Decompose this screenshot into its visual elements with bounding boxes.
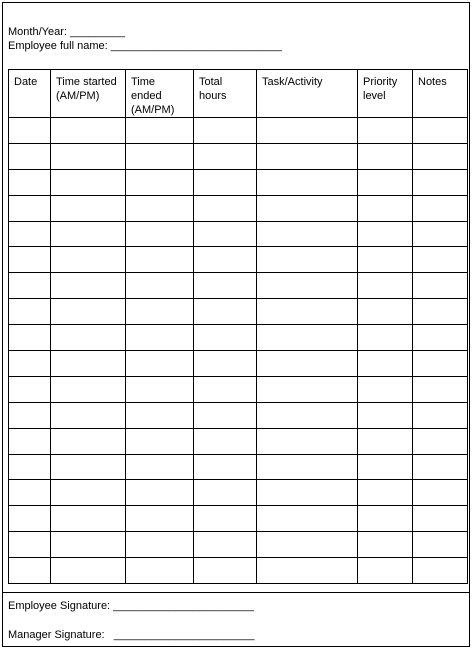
table-cell[interactable] <box>257 558 358 584</box>
table-cell[interactable] <box>358 169 413 195</box>
table-cell[interactable] <box>413 195 468 221</box>
table-cell[interactable] <box>358 506 413 532</box>
table-cell[interactable] <box>194 118 257 144</box>
table-cell[interactable] <box>413 169 468 195</box>
table-cell[interactable] <box>358 221 413 247</box>
table-row <box>9 558 468 584</box>
table-cell[interactable] <box>257 402 358 428</box>
table-cell[interactable] <box>358 532 413 558</box>
table-cell[interactable] <box>9 506 51 532</box>
timesheet-page <box>2 2 470 647</box>
month-year-field[interactable]: Month/Year: _________ <box>8 26 126 38</box>
table-cell[interactable] <box>9 143 51 169</box>
table-cell[interactable] <box>413 376 468 402</box>
table-cell[interactable] <box>358 402 413 428</box>
table-cell[interactable] <box>9 247 51 273</box>
table-cell[interactable] <box>51 480 126 506</box>
table-row <box>9 351 468 377</box>
table-cell[interactable] <box>257 506 358 532</box>
table-cell[interactable] <box>126 454 194 480</box>
table-cell[interactable] <box>257 532 358 558</box>
table-cell[interactable] <box>194 532 257 558</box>
table-cell[interactable] <box>194 506 257 532</box>
table-cell[interactable] <box>413 273 468 299</box>
table-cell[interactable] <box>126 169 194 195</box>
table-cell[interactable] <box>9 480 51 506</box>
table-row <box>9 118 468 144</box>
column-header-total-hours: Total hours <box>194 70 257 118</box>
table-cell[interactable] <box>51 376 126 402</box>
table-cell[interactable] <box>126 195 194 221</box>
table-row <box>9 402 468 428</box>
table-row <box>9 273 468 299</box>
table-cell[interactable] <box>51 195 126 221</box>
table-row <box>9 480 468 506</box>
table-cell[interactable] <box>257 428 358 454</box>
table-cell[interactable] <box>194 169 257 195</box>
table-row <box>9 299 468 325</box>
activity-log-table <box>8 69 468 584</box>
table-cell[interactable] <box>257 143 358 169</box>
footer-divider <box>3 592 469 593</box>
column-header-time-started: Time started (AM/PM) <box>51 70 126 118</box>
table-cell[interactable] <box>413 428 468 454</box>
table-cell[interactable] <box>413 402 468 428</box>
table-cell[interactable] <box>51 325 126 351</box>
table-cell[interactable] <box>51 118 126 144</box>
table-cell[interactable] <box>413 247 468 273</box>
table-cell[interactable] <box>413 325 468 351</box>
table-cell[interactable] <box>9 221 51 247</box>
table-cell[interactable] <box>194 428 257 454</box>
table-cell[interactable] <box>413 221 468 247</box>
table-cell[interactable] <box>257 273 358 299</box>
table-row <box>9 506 468 532</box>
table-cell[interactable] <box>194 558 257 584</box>
table-cell[interactable] <box>413 118 468 144</box>
table-cell[interactable] <box>413 558 468 584</box>
table-cell[interactable] <box>51 558 126 584</box>
table-cell[interactable] <box>194 221 257 247</box>
table-cell[interactable] <box>9 195 51 221</box>
table-cell[interactable] <box>358 558 413 584</box>
table-cell[interactable] <box>413 143 468 169</box>
column-header-date: Date <box>9 70 51 118</box>
table-cell[interactable] <box>194 480 257 506</box>
table-cell[interactable] <box>358 351 413 377</box>
table-row <box>9 532 468 558</box>
table-row <box>9 454 468 480</box>
table-row <box>9 143 468 169</box>
table-cell[interactable] <box>257 169 358 195</box>
table-cell[interactable] <box>257 454 358 480</box>
table-cell[interactable] <box>9 351 51 377</box>
table-cell[interactable] <box>257 325 358 351</box>
table-cell[interactable] <box>51 402 126 428</box>
table-cell[interactable] <box>51 169 126 195</box>
table-cell[interactable] <box>413 506 468 532</box>
table-cell[interactable] <box>358 428 413 454</box>
table-row <box>9 247 468 273</box>
table-cell[interactable] <box>9 454 51 480</box>
table-cell[interactable] <box>126 299 194 325</box>
table-cell[interactable] <box>51 221 126 247</box>
table-cell[interactable] <box>51 143 126 169</box>
table-cell[interactable] <box>358 118 413 144</box>
table-cell[interactable] <box>126 376 194 402</box>
table-cell[interactable] <box>194 351 257 377</box>
table-cell[interactable] <box>9 402 51 428</box>
table-cell[interactable] <box>257 376 358 402</box>
table-cell[interactable] <box>126 402 194 428</box>
table-cell[interactable] <box>358 299 413 325</box>
table-cell[interactable] <box>358 195 413 221</box>
table-cell[interactable] <box>51 428 126 454</box>
table-cell[interactable] <box>413 532 468 558</box>
employee-name-field[interactable]: Employee full name: ____________________________ <box>8 40 283 52</box>
table-cell[interactable] <box>126 351 194 377</box>
table-cell[interactable] <box>9 299 51 325</box>
table-cell[interactable] <box>51 247 126 273</box>
table-cell[interactable] <box>51 454 126 480</box>
table-cell[interactable] <box>194 273 257 299</box>
table-row <box>9 221 468 247</box>
table-row <box>9 169 468 195</box>
table-cell[interactable] <box>126 325 194 351</box>
table-cell[interactable] <box>126 247 194 273</box>
column-header-task-activity: Task/Activity <box>257 70 358 118</box>
table-cell[interactable] <box>9 118 51 144</box>
table-cell[interactable] <box>51 506 126 532</box>
table-cell[interactable] <box>9 558 51 584</box>
table-cell[interactable] <box>257 221 358 247</box>
table-cell[interactable] <box>126 143 194 169</box>
table-row <box>9 195 468 221</box>
table-cell[interactable] <box>358 376 413 402</box>
table-cell[interactable] <box>9 376 51 402</box>
column-header-time-ended: Time ended (AM/PM) <box>126 70 194 118</box>
table-cell[interactable] <box>358 273 413 299</box>
table-row <box>9 325 468 351</box>
table-row <box>9 376 468 402</box>
table-cell[interactable] <box>126 506 194 532</box>
table-cell[interactable] <box>9 273 51 299</box>
table-cell[interactable] <box>9 325 51 351</box>
table-cell[interactable] <box>9 532 51 558</box>
table-cell[interactable] <box>257 351 358 377</box>
table-cell[interactable] <box>126 221 194 247</box>
table-cell[interactable] <box>194 195 257 221</box>
table-cell[interactable] <box>257 247 358 273</box>
table-cell[interactable] <box>358 454 413 480</box>
employee-signature-field[interactable]: Employee Signature: _______________________ <box>8 600 254 612</box>
table-row <box>9 428 468 454</box>
column-header-notes: Notes <box>413 70 468 118</box>
table-cell[interactable] <box>257 118 358 144</box>
table-cell[interactable] <box>194 143 257 169</box>
table-cell[interactable] <box>413 480 468 506</box>
table-cell[interactable] <box>413 299 468 325</box>
table-cell[interactable] <box>194 376 257 402</box>
table-cell[interactable] <box>194 247 257 273</box>
table-cell[interactable] <box>358 480 413 506</box>
table-cell[interactable] <box>257 299 358 325</box>
table-cell[interactable] <box>126 273 194 299</box>
table-cell[interactable] <box>194 402 257 428</box>
table-cell[interactable] <box>9 428 51 454</box>
table-body <box>9 118 468 584</box>
manager-signature-field[interactable]: Manager Signature: _______________________ <box>8 629 255 641</box>
table-cell[interactable] <box>358 247 413 273</box>
table-cell[interactable] <box>413 454 468 480</box>
table-cell[interactable] <box>126 118 194 144</box>
table-cell[interactable] <box>358 325 413 351</box>
table-cell[interactable] <box>257 195 358 221</box>
table-cell[interactable] <box>51 351 126 377</box>
table-cell[interactable] <box>257 480 358 506</box>
table-cell[interactable] <box>358 143 413 169</box>
table-cell[interactable] <box>9 169 51 195</box>
table-cell[interactable] <box>413 351 468 377</box>
table-cell[interactable] <box>126 558 194 584</box>
table-cell[interactable] <box>51 532 126 558</box>
table-cell[interactable] <box>51 273 126 299</box>
table-cell[interactable] <box>194 299 257 325</box>
table-cell[interactable] <box>51 299 126 325</box>
table-cell[interactable] <box>194 454 257 480</box>
table-cell[interactable] <box>126 532 194 558</box>
table-cell[interactable] <box>194 325 257 351</box>
column-header-priority-level: Priority level <box>358 70 413 118</box>
table-header-row <box>9 70 468 118</box>
table-cell[interactable] <box>126 428 194 454</box>
table-cell[interactable] <box>126 480 194 506</box>
timesheet-header <box>8 25 282 53</box>
